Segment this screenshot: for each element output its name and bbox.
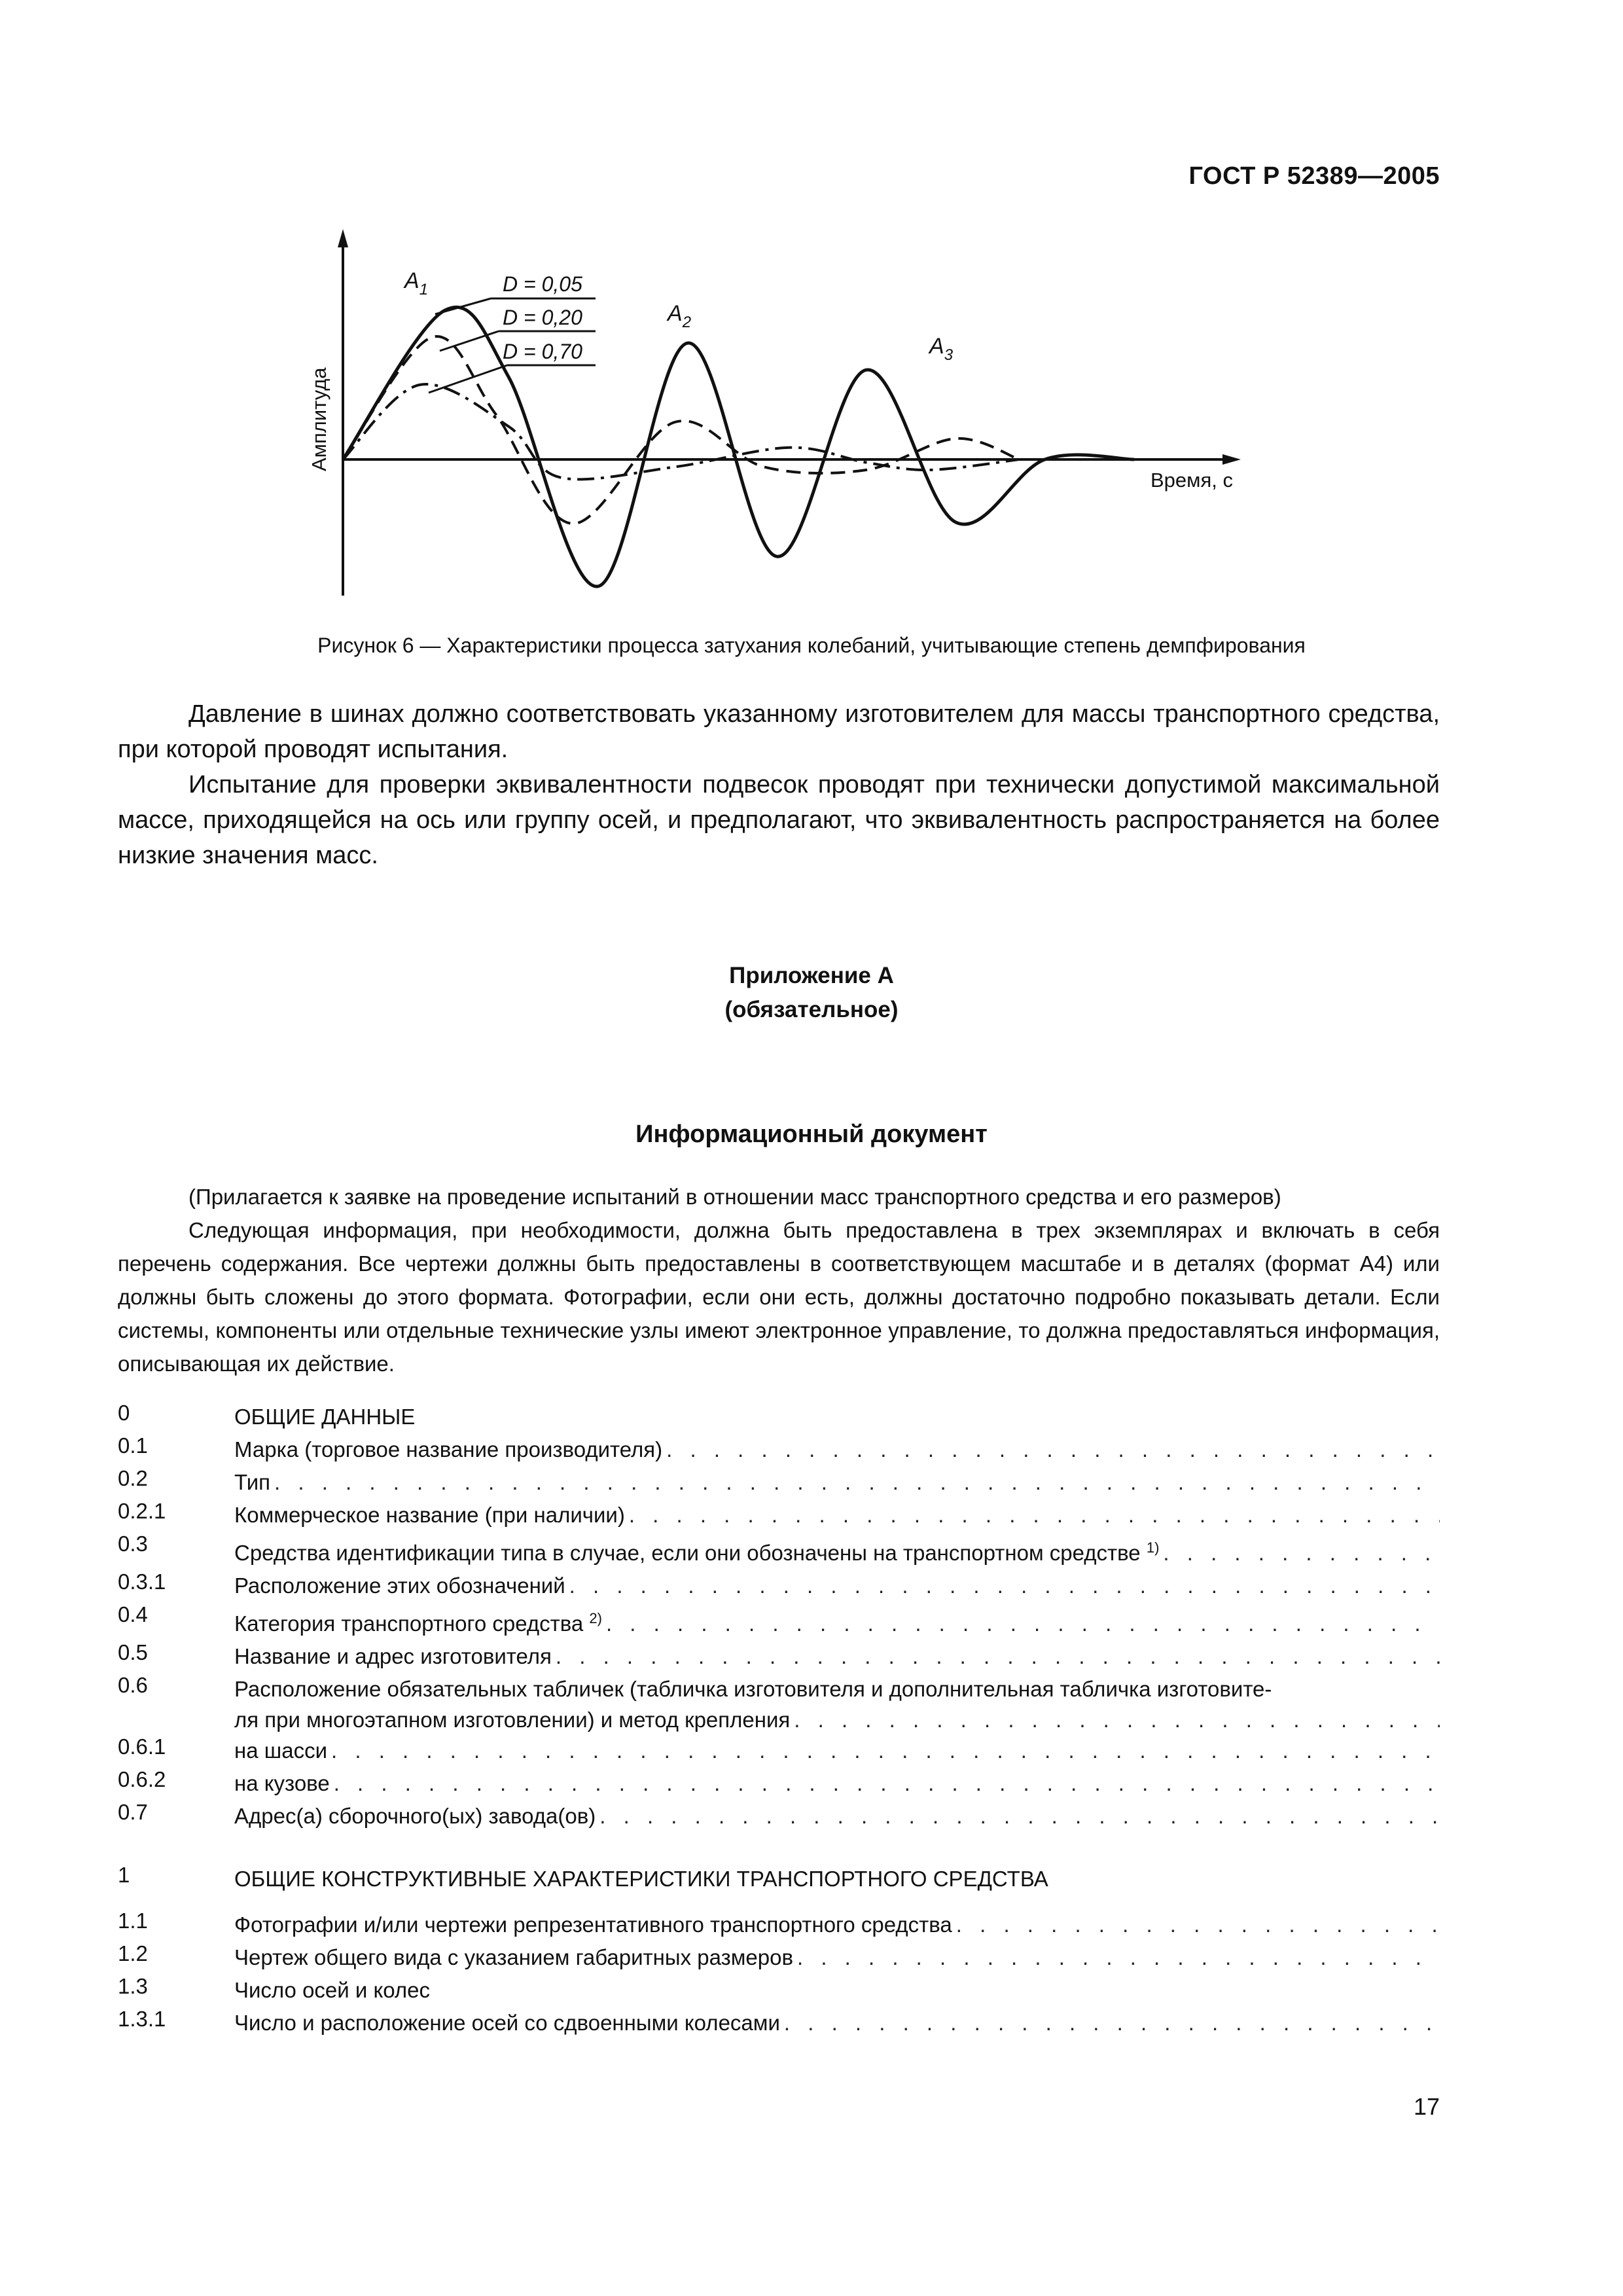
appendix-title: Приложение А <box>729 963 894 988</box>
toc-section-0 <box>118 1401 1440 1433</box>
toc-item <box>118 1734 1440 1767</box>
body-paragraphs <box>118 696 1440 873</box>
toc-num: 1 <box>118 1863 130 1887</box>
peak-label-a2-sub: 2 <box>682 314 692 331</box>
toc-num: 0.2 <box>118 1466 148 1490</box>
toc-num: 1.2 <box>118 1941 148 1965</box>
toc-item <box>118 1767 1440 1800</box>
toc-num: 0.2.1 <box>118 1499 166 1523</box>
toc-item <box>118 1570 1440 1602</box>
toc-item <box>118 1673 1440 1734</box>
toc-num: 1.3 <box>118 1974 148 1998</box>
toc-text: Расположение этих обозначений <box>234 1573 565 1598</box>
page-number: 17 <box>1413 2093 1440 2120</box>
section-title: Информационный документ <box>635 1121 988 1148</box>
toc-leader <box>556 1640 1440 1673</box>
toc-leader <box>274 1466 1440 1499</box>
toc-text: на шасси <box>234 1738 328 1763</box>
toc-leader <box>331 1734 1440 1767</box>
chart-curves <box>343 307 1134 586</box>
toc-item <box>118 1602 1440 1640</box>
series-line-dashed <box>343 336 1020 524</box>
toc-item <box>118 1941 1440 1974</box>
toc-num: 0.1 <box>118 1433 148 1458</box>
appendix-status: (обязательное) <box>724 997 899 1022</box>
toc-text: Коммерческое название (при наличии) <box>234 1503 625 1527</box>
toc-num: 0.3.1 <box>118 1570 166 1594</box>
appendix-heading <box>0 959 1623 1027</box>
toc-text: Тип <box>234 1470 271 1494</box>
intro-note: (Прилагается к заявке на проведение испытаний в отношении масс транспортного средства и его размеров) <box>188 1185 1281 1209</box>
toc-text: Марка (торговое название производителя) <box>234 1437 663 1462</box>
toc-num: 0.4 <box>118 1602 148 1626</box>
toc-num: 0.7 <box>118 1800 148 1824</box>
toc-text: Адрес(а) сборочного(ых) завода(ов) <box>234 1804 596 1828</box>
peak-label-a3-letter: A <box>929 334 944 359</box>
legend-label-d005: D = 0,05 <box>503 272 582 296</box>
toc-item <box>118 2007 1440 2039</box>
footnote-ref: 1) <box>1146 1539 1160 1556</box>
contents-list <box>118 1401 1440 2039</box>
series-line-solid <box>343 307 1134 586</box>
toc-leader <box>784 2007 1440 2039</box>
paragraph-tyre-pressure: Давление в шинах должно соответствовать указанному изготовителем для массы транспортного средства, при которой проводят испытания. <box>118 700 1440 763</box>
toc-item <box>118 1466 1440 1499</box>
x-axis-label: Время, с <box>1150 469 1233 492</box>
peak-label-a3-sub: 3 <box>944 346 954 364</box>
toc-leader <box>1163 1537 1440 1570</box>
toc-num: 0.6.2 <box>118 1767 166 1791</box>
peak-label-a2 <box>666 301 691 331</box>
peak-label-a1 <box>403 268 428 298</box>
toc-text: на кузове <box>234 1771 330 1795</box>
toc-item <box>118 1974 1440 2007</box>
toc-item <box>118 1800 1440 1833</box>
toc-num: 0.6 <box>118 1673 148 1697</box>
toc-leader <box>629 1499 1440 1532</box>
toc-text: Категория транспортного средства <box>234 1611 584 1636</box>
series-line-dash-dot <box>343 384 1020 479</box>
toc-leader <box>797 1941 1440 1974</box>
peak-label-a2-letter: A <box>668 301 683 326</box>
paragraph-suspension-test: Испытание для проверки эквивалентности подвесок проводят при технически допустимой максимальной массе, приходящейся на ось или группу осей, и предполагают, что эквивалентность распространяется на более низкие значения масс. <box>118 771 1440 869</box>
intro-instructions: Следующая информация, при необходимости, должна быть предоставлена в трех экземплярах и включать в себя перечень содержания. Все чертежи должны быть предоставлены в соответствующем масштабе и в деталях (формат А4) или должны быть сложены до этого формата. Фотографии, если они есть, должны достаточно подробно показывать детали. Если системы, компоненты или отдельные технические узлы имеют электронное управление, то должна предоставляться информация, описывающая их действие. <box>118 1218 1440 1376</box>
toc-text: Расположение обязательных табличек (табличка изготовителя и дополнительная табличка изготовите- <box>234 1677 1272 1701</box>
peak-label-a1-sub: 1 <box>419 281 429 298</box>
y-axis-label: Амплитуда <box>308 367 330 471</box>
toc-text: Число осей и колес <box>234 1978 431 2002</box>
toc-text: ля при многоэтапном изготовлении) и метод крепления <box>234 1708 791 1732</box>
peak-label-a3 <box>928 334 954 364</box>
toc-leader <box>606 1607 1440 1640</box>
damping-chart <box>288 216 1270 609</box>
document-id: ГОСТ Р 52389—2005 <box>1188 162 1440 190</box>
toc-text: ОБЩИЕ КОНСТРУКТИВНЫЕ ХАРАКТЕРИСТИКИ ТРАНСПОРТНОГО СРЕДСТВА <box>234 1867 1048 1891</box>
footnote-ref: 2) <box>589 1610 602 1626</box>
toc-item <box>118 1433 1440 1466</box>
figure-caption: Рисунок 6 — Характеристики процесса затухания колебаний, учитывающие степень демпфирования <box>317 634 1306 657</box>
toc-item <box>118 1532 1440 1570</box>
toc-num: 0 <box>118 1401 130 1425</box>
toc-leader <box>666 1433 1440 1466</box>
toc-num: 0.3 <box>118 1532 148 1556</box>
toc-leader <box>956 1909 1440 1941</box>
toc-leader <box>334 1767 1440 1800</box>
toc-text: Число и расположение осей со сдвоенными колесами <box>234 2011 780 2035</box>
toc-text: ОБЩИЕ ДАННЫЕ <box>234 1405 416 1429</box>
toc-item <box>118 1640 1440 1673</box>
chart-axes <box>338 229 1241 596</box>
toc-num: 0.6.1 <box>118 1734 166 1759</box>
toc-section-1 <box>118 1863 1440 1895</box>
toc-text: Фотографии и/или чертежи репрезентативного транспортного средства <box>234 1912 952 1937</box>
toc-text: Название и адрес изготовителя <box>234 1644 552 1668</box>
toc-leader <box>569 1570 1440 1602</box>
toc-num: 1.3.1 <box>118 2007 166 2031</box>
toc-num: 0.5 <box>118 1640 148 1664</box>
toc-num: 1.1 <box>118 1909 148 1933</box>
toc-item <box>118 1909 1440 1941</box>
intro-text <box>118 1180 1440 1380</box>
toc-text: Средства идентификации типа в случае, если они обозначены на транспортном средстве <box>234 1541 1141 1565</box>
toc-item <box>118 1499 1440 1532</box>
peak-label-a1-letter: A <box>404 268 419 293</box>
toc-text: Чертеж общего вида с указанием габаритных размеров <box>234 1945 793 1969</box>
legend-label-d020: D = 0,20 <box>503 306 582 329</box>
toc-leader <box>794 1706 1440 1734</box>
legend-label-d070: D = 0,70 <box>503 340 582 363</box>
toc-leader <box>599 1800 1440 1833</box>
